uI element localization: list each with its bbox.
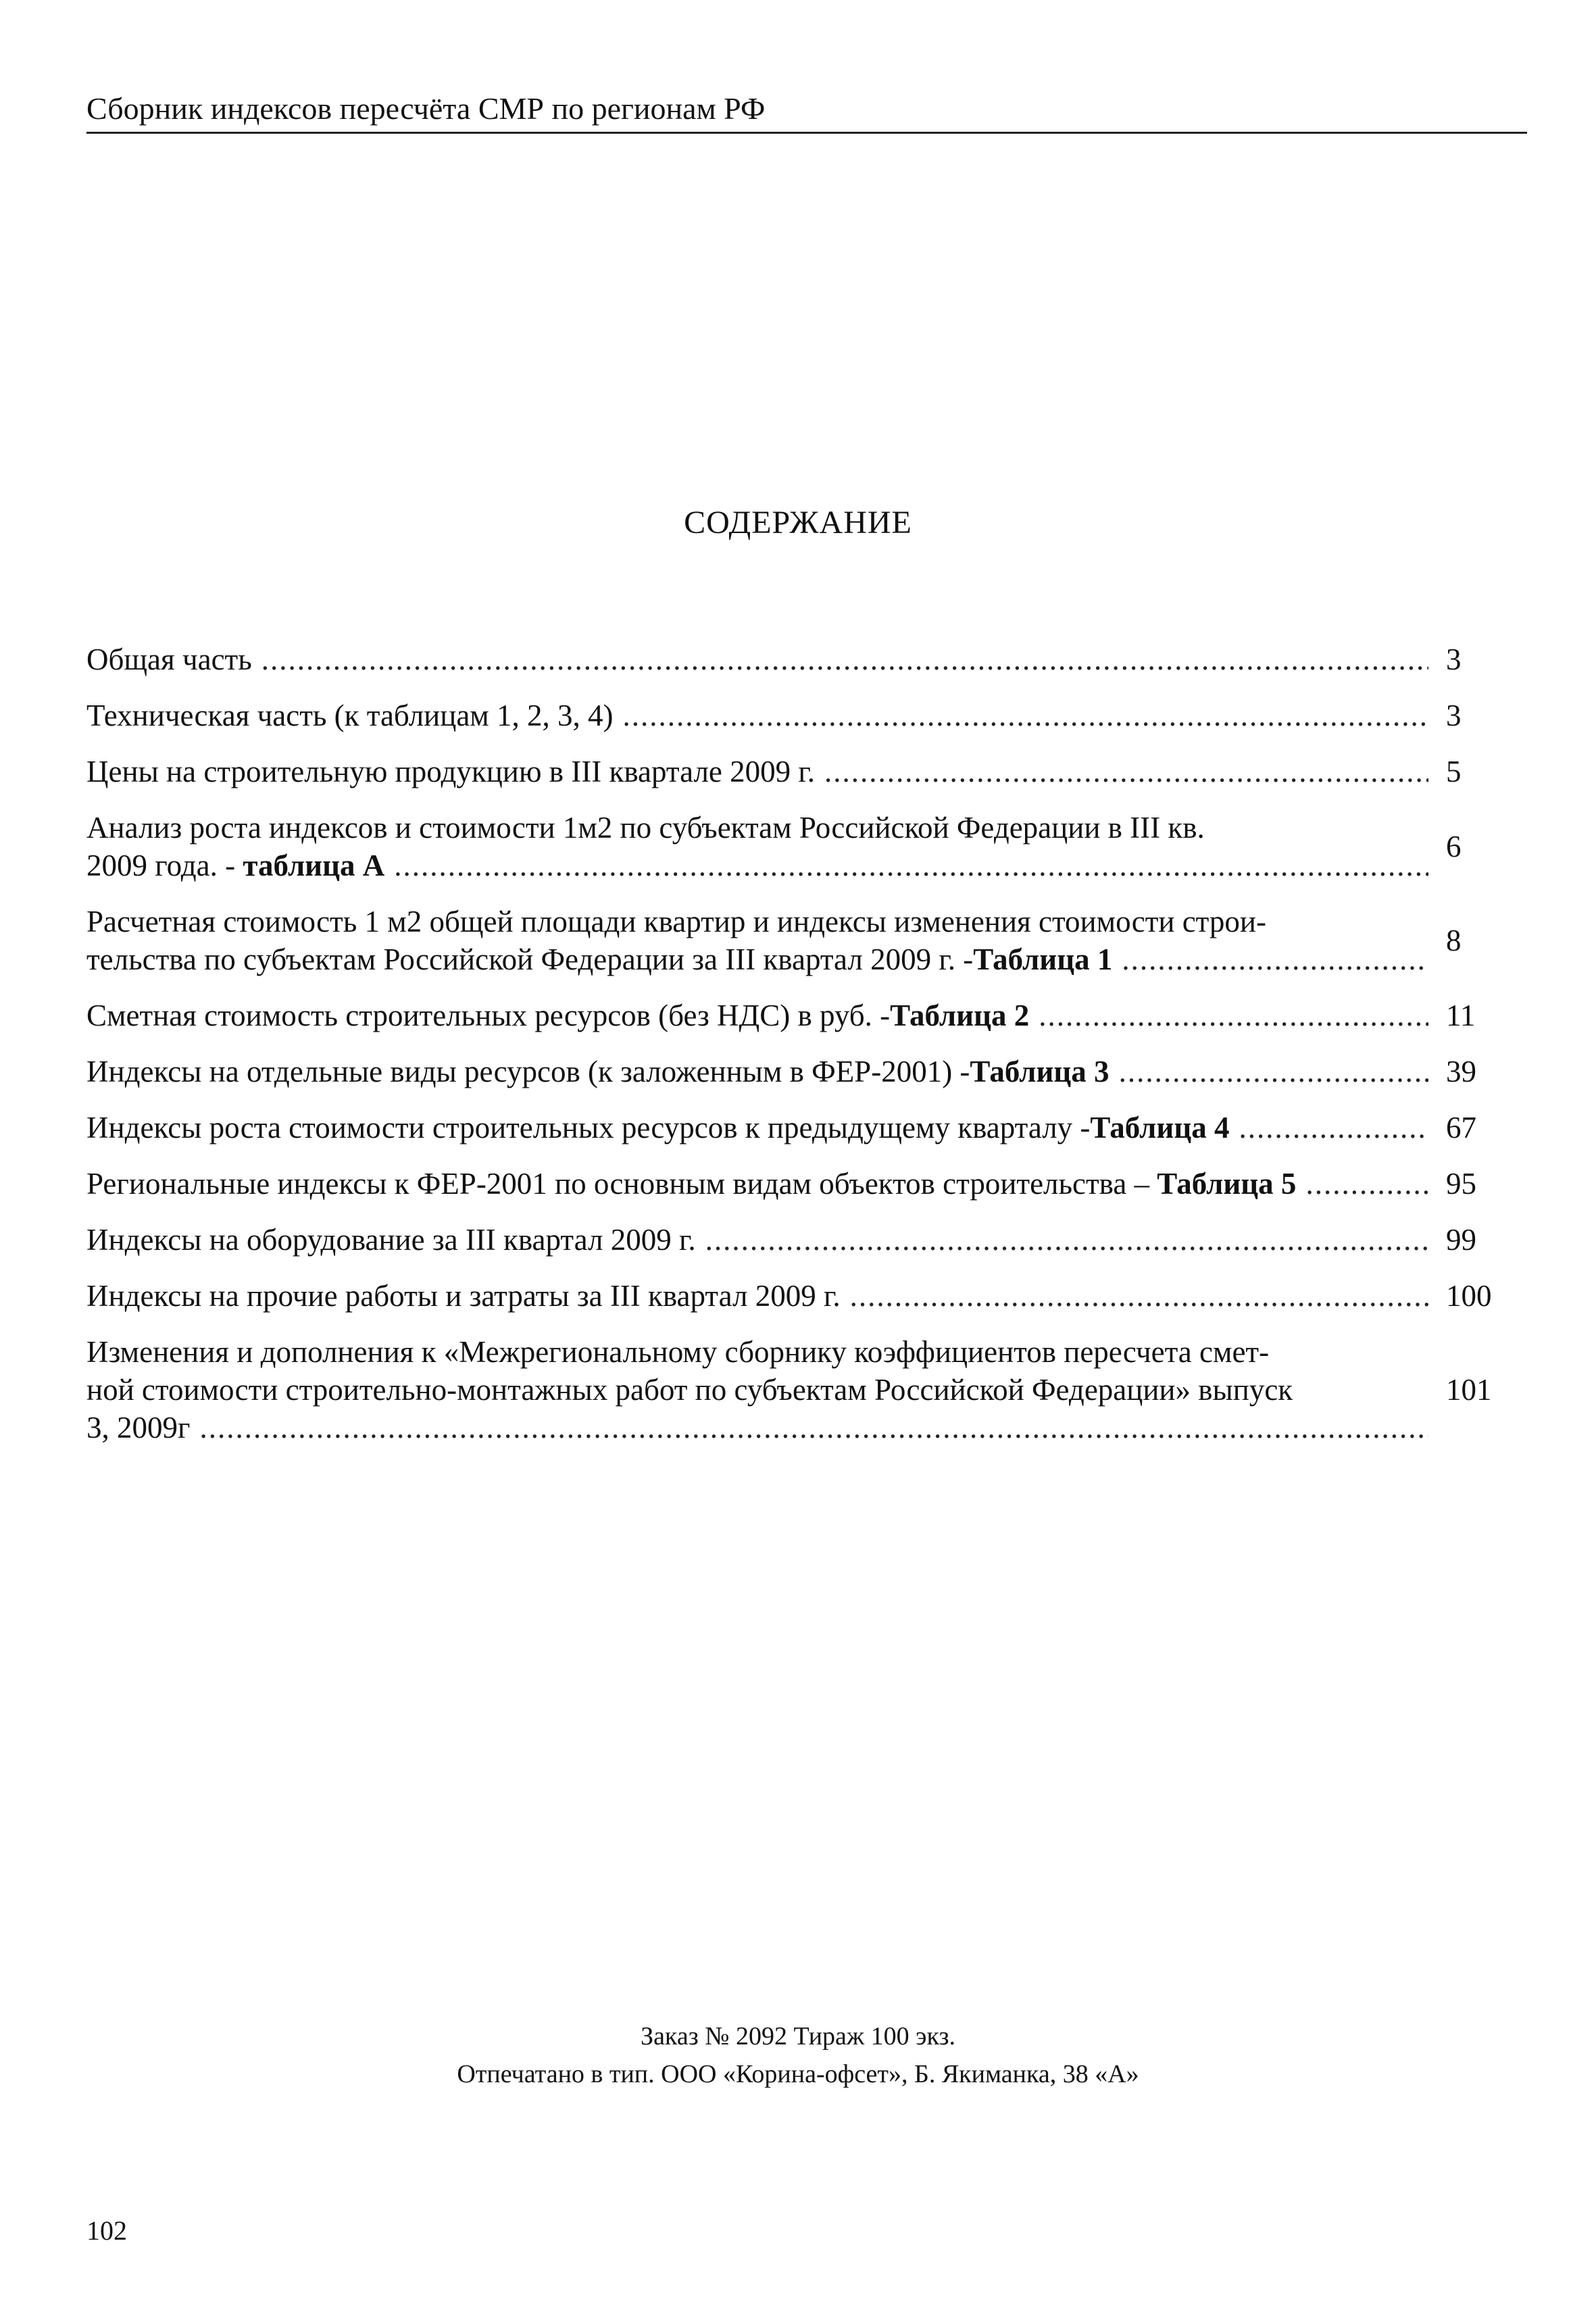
toc-entry-line: [86, 940, 1432, 978]
toc-entry-title-text: Индексы на прочие работы и затраты за III квартал 2009 г.: [86, 1279, 841, 1313]
toc-entry-text: [86, 1165, 1432, 1203]
toc-entry-line: [86, 1109, 1432, 1147]
toc-entry-title-text: Сметная стоимость строительных ресурсов (без НДС) в руб. -: [86, 999, 891, 1032]
dot-leader: [705, 1221, 1428, 1259]
toc-entry-title: [86, 1221, 696, 1259]
toc-entry-title: [86, 847, 384, 884]
toc-entry-table-ref: Таблица 4: [1090, 1111, 1230, 1145]
dot-leader: [850, 1277, 1428, 1315]
toc-entry: [86, 1333, 1527, 1447]
toc-entry-title: [86, 753, 815, 790]
imprint-printer: Отпечатано в тип. ООО «Корина-офсет», Б. Якиманка, 38 «А»: [457, 2060, 1139, 2088]
toc-entry-text: [86, 1333, 1432, 1447]
table-of-contents: [86, 640, 1527, 1465]
toc-entry-line: [86, 1221, 1432, 1259]
toc-entry-text: [86, 809, 1432, 884]
toc-page-number: 101: [1446, 1373, 1492, 1407]
imprint-order: Заказ № 2092 Тираж 100 экз.: [641, 2022, 955, 2051]
toc-page-number: 5: [1446, 755, 1462, 788]
running-header: Сборник индексов пересчёта СМР по регионам РФ: [86, 91, 766, 126]
toc-page-number: 8: [1446, 924, 1462, 957]
dot-leader: [1119, 1053, 1428, 1090]
toc-entry-line: [86, 640, 1432, 678]
toc-entry: [86, 997, 1527, 1034]
toc-entry-title: [86, 697, 614, 734]
dot-leader: [394, 847, 1428, 884]
toc-page-number: 3: [1446, 643, 1462, 676]
dot-leader: [1305, 1165, 1428, 1203]
toc-page-number: 95: [1446, 1167, 1476, 1201]
toc-page-number: 6: [1446, 830, 1462, 863]
toc-entry-text: [86, 640, 1432, 678]
toc-entry-title: [86, 809, 1205, 847]
toc-entry-table-ref: Таблица 3: [970, 1055, 1109, 1088]
toc-entry-title: [86, 1165, 1296, 1203]
toc-entry-title: [86, 997, 1029, 1034]
toc-entry: [86, 809, 1527, 884]
toc-entry-title-text: ной стоимости строительно-монтажных работ по субъектам Российской Федерации» выпуск: [86, 1373, 1293, 1407]
toc-entry-title-text: Общая часть: [86, 643, 252, 676]
toc-page-number: 11: [1446, 999, 1476, 1032]
dot-leader: [199, 1409, 1428, 1447]
toc-entry-text: [86, 903, 1432, 978]
toc-entry-line: [86, 697, 1432, 734]
toc-entry-title-text: Индексы роста стоимости строительных ресурсов к предыдущему кварталу -: [86, 1111, 1091, 1145]
toc-entry-line: [86, 1053, 1432, 1090]
toc-title: СОДЕРЖАНИЕ: [684, 505, 912, 540]
toc-entry-title-text: 2009 года. -: [86, 849, 243, 882]
toc-entry-title: [86, 903, 1266, 940]
toc-entry-text: [86, 1221, 1432, 1259]
toc-entry-title-text: Индексы на оборудование за III квартал 2009 г.: [86, 1223, 696, 1257]
toc-entry-table-ref: Таблица 2: [890, 999, 1030, 1032]
toc-entry-title: [86, 940, 1112, 978]
toc-page-number: 67: [1446, 1111, 1476, 1145]
toc-entry-line: [86, 1333, 1432, 1371]
page-number: 102: [86, 2215, 127, 2246]
toc-entry-title-text: Цены на строительную продукцию в III квартале 2009 г.: [86, 755, 816, 788]
header-rule: [86, 132, 1527, 134]
dot-leader: [623, 697, 1428, 734]
toc-entry: [86, 1109, 1527, 1147]
toc-entry-text: [86, 1053, 1432, 1090]
toc-entry: [86, 903, 1527, 978]
toc-entry: [86, 1277, 1527, 1315]
toc-entry-line: [86, 1409, 1432, 1447]
toc-page-number: 39: [1446, 1055, 1476, 1088]
toc-entry-title-text: Индексы на отдельные виды ресурсов (к заложенным в ФЕР-2001) -: [86, 1055, 970, 1088]
toc-entry-line: [86, 1371, 1432, 1409]
toc-entry-line: [86, 847, 1432, 884]
toc-entry-title-text: Региональные индексы к ФЕР-2001 по основным видам объектов строительства –: [86, 1167, 1157, 1201]
toc-entry-title: [86, 1409, 190, 1447]
toc-entry-title: [86, 1333, 1269, 1371]
toc-entry-title: [86, 1109, 1230, 1147]
toc-entry-table-ref: таблица А: [243, 849, 385, 882]
toc-entry-title-text: Расчетная стоимость 1 м2 общей площади квартир и индексы изменения стоимости строи-: [86, 905, 1266, 938]
toc-entry-line: [86, 1165, 1432, 1203]
toc-entry-line: [86, 997, 1432, 1034]
toc-entry-title: [86, 640, 252, 678]
toc-entry-text: [86, 697, 1432, 734]
dot-leader: [1239, 1109, 1428, 1147]
toc-entry-text: [86, 1109, 1432, 1147]
toc-entry-title-text: 3, 2009г: [86, 1411, 191, 1444]
dot-leader: [1122, 940, 1428, 978]
toc-entry-title: [86, 1277, 841, 1315]
toc-entry-title-text: Изменения и дополнения к «Межрегиональному сборнику коэффициентов пересчета смет-: [86, 1335, 1270, 1369]
dot-leader: [261, 640, 1428, 678]
toc-entry-line: [86, 1277, 1432, 1315]
dot-leader: [824, 753, 1428, 790]
toc-page-number: 100: [1446, 1279, 1492, 1313]
toc-entry-table-ref: Таблица 1: [973, 942, 1113, 976]
toc-entry-line: [86, 903, 1432, 940]
toc-page-number: 3: [1446, 699, 1462, 732]
toc-entry-title: [86, 1371, 1293, 1409]
toc-entry: [86, 1053, 1527, 1090]
toc-entry: [86, 753, 1527, 790]
toc-entry-line: [86, 809, 1432, 847]
toc-entry-text: [86, 1277, 1432, 1315]
toc-entry-title-text: тельства по субъектам Российской Федерации за III квартал 2009 г. -: [86, 942, 974, 976]
toc-entry: [86, 640, 1527, 678]
toc-page-number: 99: [1446, 1223, 1476, 1257]
toc-entry-text: [86, 997, 1432, 1034]
imprint: [0, 2017, 1596, 2093]
toc-entry: [86, 1221, 1527, 1259]
toc-entry-title: [86, 1053, 1109, 1090]
toc-entry-line: [86, 753, 1432, 790]
toc-entry-text: [86, 753, 1432, 790]
dot-leader: [1039, 997, 1428, 1034]
toc-entry-title-text: Техническая часть (к таблицам 1, 2, 3, 4): [86, 699, 614, 732]
toc-entry-title-text: Анализ роста индексов и стоимости 1м2 по субъектам Российской Федерации в III кв.: [86, 811, 1205, 845]
toc-entry-table-ref: Таблица 5: [1157, 1167, 1297, 1201]
toc-entry: [86, 1165, 1527, 1203]
toc-entry: [86, 697, 1527, 734]
